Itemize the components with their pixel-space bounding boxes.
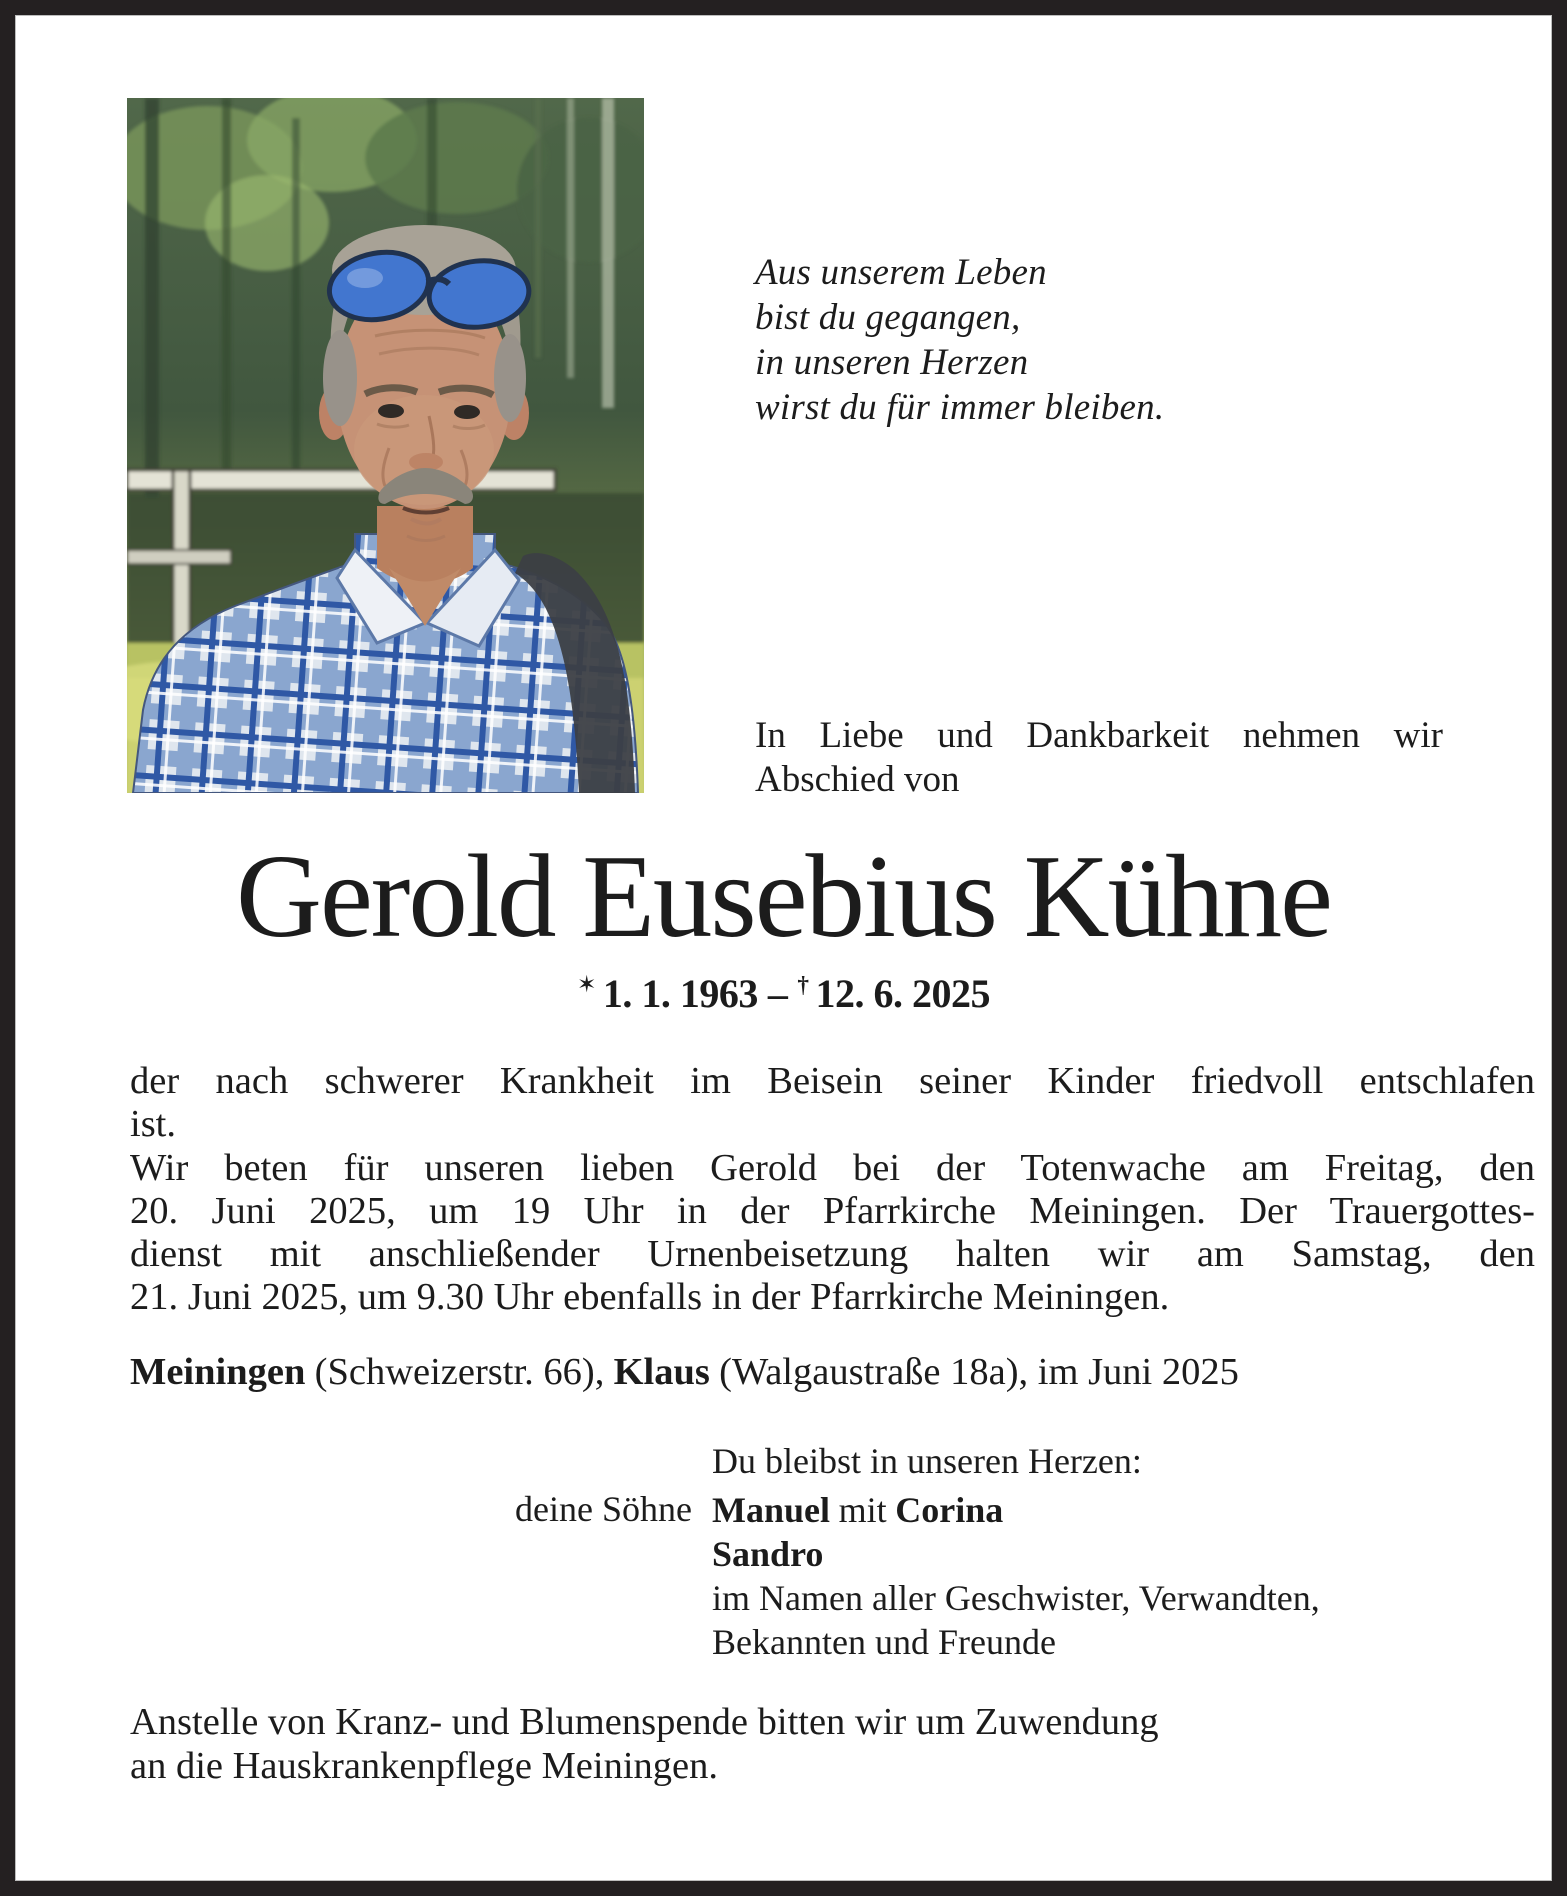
verse-line: bist du gegangen, [755,297,1021,338]
body-line: der nach schwerer Krankheit im Beisein seiner Kinder friedvoll entschlafen [130,1060,1535,1102]
verse-line: in unseren Herzen [755,342,1029,383]
donation-line: Anstelle von Kranz- und Blumenspende bitten wir um Zuwendung [130,1701,1159,1743]
memorial-verse [755,250,1164,430]
farewell-sons-line [712,1488,1320,1532]
donation-line: an die Hauskrankenpflege Meiningen. [130,1745,718,1787]
address-city-1: Meiningen [130,1351,306,1393]
intro-line: Abschied von [755,759,960,800]
addresses-line [130,1350,1535,1394]
body-line: dienst mit anschließender Urnenbeisetzung halten wir am Samstag, den [130,1233,1535,1276]
announcement-body [130,1060,1535,1320]
farewell-names [712,1488,1320,1664]
verse-line: wirst du für immer bleiben. [755,387,1165,428]
birth-date: 1. 1. 1963 [602,971,758,1016]
dates-separator: – [767,971,788,1016]
portrait-photo [127,98,644,793]
son-name-2 [712,1532,1320,1576]
birth-star-icon: ✶ [576,972,596,998]
behalf-line: im Namen aller Geschwister, Verwandten, [712,1578,1320,1618]
partner-name: Corina [895,1490,1004,1530]
death-cross-icon: † [797,972,809,998]
address-detail-1: (Schweizerstr. 66), [314,1351,605,1393]
intro-line: In Liebe und Dankbarkeit nehmen wir [755,715,1443,756]
conjunction: mit [838,1490,887,1530]
donation-note [130,1700,1535,1788]
body-line: ist. [130,1103,177,1146]
son-name: Manuel [712,1490,831,1530]
verse-line: Aus unserem Leben [755,252,1047,293]
death-date: 12. 6. 2025 [815,971,991,1016]
body-line: 21. Juni 2025, um 9.30 Uhr ebenfalls in der Pfarrkirche Meiningen. [130,1276,1170,1319]
son-name: Sandro [712,1534,824,1574]
behalf-line: Bekannten und Freunde [712,1622,1056,1662]
address-city-2: Klaus [613,1351,710,1393]
body-line: Wir beten für unseren lieben Gerold bei der Totenwache am Freitag, den [130,1146,1535,1189]
address-detail-2: (Walgaustraße 18a), im Juni 2025 [719,1351,1239,1393]
intro-text [755,714,1443,802]
farewell-heading: Du bleibst in unseren Herzen: [712,1441,1142,1481]
farewell-relation: deine Söhne [515,1489,692,1529]
body-line: 20. Juni 2025, um 19 Uhr in der Pfarrkirche Meiningen. Der Trauergottes- [130,1189,1535,1232]
life-dates [0,970,1567,1017]
deceased-name: Gerold Eusebius Kühne [236,830,1331,962]
portrait-photo-illustration [127,98,644,793]
